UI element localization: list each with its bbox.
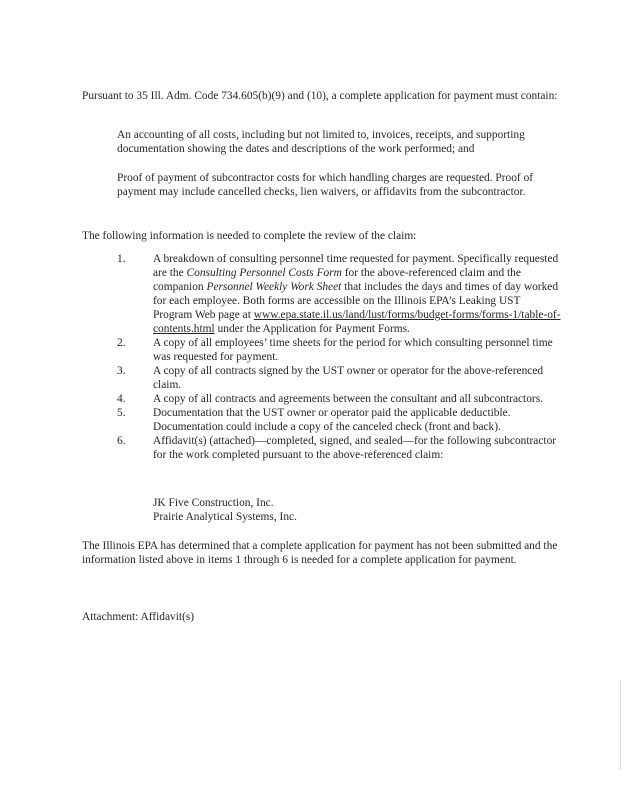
item-number: 6. [117, 435, 126, 447]
item-text: A copy of all contracts signed by the UST owner or operator for the above-referenced claim. [153, 365, 544, 391]
attachment-line: Attachment: Affidavit(s) [82, 611, 195, 623]
item-text: A breakdown of consulting personnel time requested for payment. Specifically requested are the [153, 253, 559, 279]
item-text: Documentation that the UST owner or operator paid the applicable deductible. Documentation could include a copy of the canceled check (front and back). [153, 407, 511, 433]
item-text: that includes the days and times of day worked for each employee. Both forms are accessible on the Illinois EPA’s Leaking UST Program Web page at [153, 281, 559, 321]
requirement-proof-of-payment: Proof of payment of subcontractor costs for which handling charges are requested. Proof of payment may include cancelled checks, lien waivers, or affidavits from the subcontractor. [117, 172, 534, 198]
item-number: 1. [117, 253, 126, 265]
list-item [117, 364, 562, 392]
forms-url-link[interactable]: www.epa.state.il.us/land/lust/forms/budget-forms/forms-1/table-of-contents.html [153, 309, 561, 335]
item-number: 2. [117, 337, 126, 349]
item-text: under the Application for Payment Forms. [217, 323, 410, 335]
scan-edge-line [620, 680, 621, 770]
item-text: Affidavit(s) (attached)—completed, signed, and sealed—for the following subcontractor for the work completed pursuant to the above-referenced claim: [153, 435, 557, 461]
form-name-weekly-work-sheet: Personnel Weekly Work Sheet [206, 281, 342, 293]
list-item [117, 392, 562, 406]
list-item [117, 252, 562, 336]
item-number: 5. [117, 407, 126, 419]
determination-paragraph: The Illinois EPA has determined that a complete application for payment has not been submitted and the information listed above in items 1 through 6 is needed for a complete application for payment. [82, 540, 558, 566]
subcontractor-name: JK Five Construction, Inc. [153, 497, 274, 509]
list-item [117, 434, 562, 462]
requirement-accounting: An accounting of all costs, including but not limited to, invoices, receipts, and supporting documentation showing the dates and descriptions of the work performed; and [117, 129, 525, 155]
item-text: for the above-referenced claim and the companion [153, 267, 521, 293]
subcontractor-list [153, 496, 297, 524]
item-number: 4. [117, 393, 126, 405]
subcontractor-name: Prairie Analytical Systems, Inc. [153, 511, 297, 523]
form-name-personnel-costs: Consulting Personnel Costs Form [186, 267, 342, 279]
needed-items-list [117, 252, 562, 462]
item-text: A copy of all employees’ time sheets for the period for which consulting personnel time was requested for payment. [153, 337, 553, 363]
item-number: 3. [117, 365, 126, 377]
item-text: A copy of all contracts and agreements between the consultant and all subcontractors. [153, 393, 543, 405]
list-item [117, 406, 562, 434]
list-item [117, 336, 562, 364]
needed-info-heading: The following information is needed to complete the review of the claim: [82, 230, 417, 242]
intro-paragraph: Pursuant to 35 Ill. Adm. Code 734.605(b)(9) and (10), a complete application for payment must contain: [82, 90, 558, 102]
